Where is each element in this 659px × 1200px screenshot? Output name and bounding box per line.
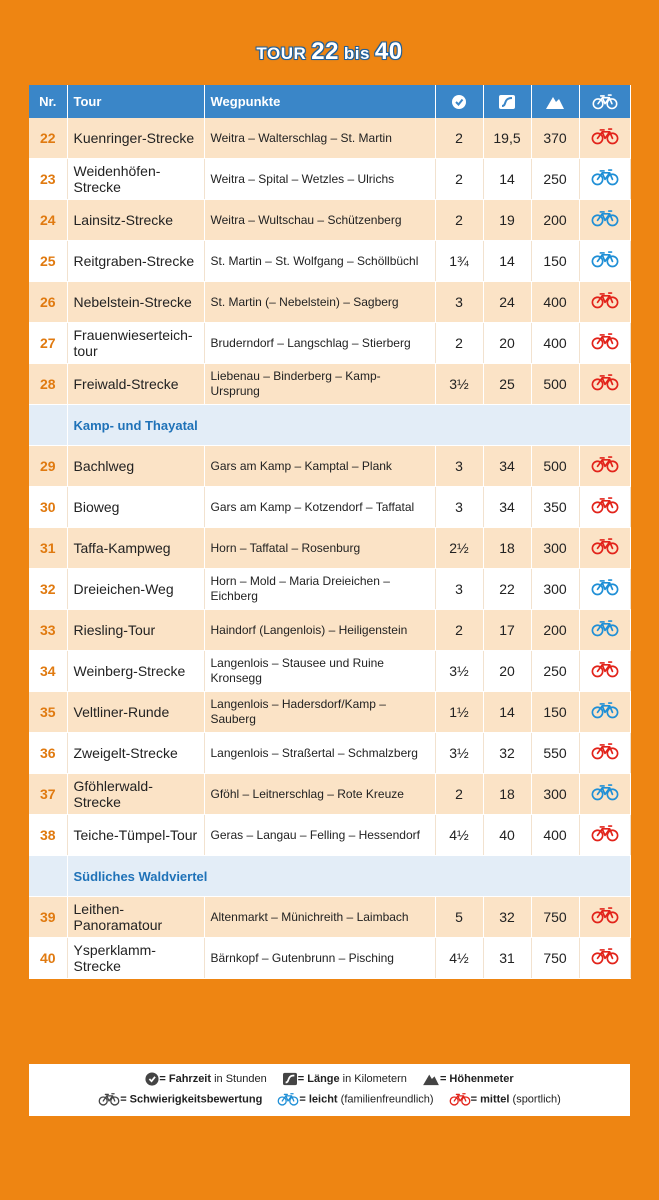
table-row (29, 774, 630, 815)
bike-icon (591, 620, 619, 637)
title-from: 22 (311, 38, 339, 65)
table-row (29, 159, 630, 200)
header-nr: Nr. (29, 85, 67, 118)
tour-time: 3 (435, 282, 483, 323)
table-row (29, 815, 630, 856)
tour-nr: 34 (29, 651, 67, 692)
tour-name: Lainsitz-Strecke (67, 200, 204, 241)
tour-length: 32 (483, 897, 531, 938)
tour-difficulty (579, 774, 630, 815)
tour-nr: 24 (29, 200, 67, 241)
bike-icon (591, 702, 619, 719)
tour-elevation: 300 (531, 774, 579, 815)
tour-difficulty (579, 364, 630, 405)
tour-time: 5 (435, 897, 483, 938)
bike-icon (591, 292, 619, 309)
tour-difficulty (579, 200, 630, 241)
tour-nr: 32 (29, 569, 67, 610)
section-title: Kamp- und Thayatal (67, 405, 630, 446)
section-title: Südliches Waldviertel (67, 856, 630, 897)
bike-icon (591, 784, 619, 801)
header-zeit (435, 85, 483, 118)
tour-nr: 27 (29, 323, 67, 364)
tour-name: Weinberg-Strecke (67, 651, 204, 692)
tour-name: Weidenhöfen-Strecke (67, 159, 204, 200)
bike-icon-red (449, 1093, 471, 1106)
tour-waypoints: Langenlois – Hadersdorf/Kamp – Sauberg (204, 692, 435, 733)
tour-waypoints: Horn – Mold – Maria Dreieichen – Eichberg (204, 569, 435, 610)
tour-name: Zweigelt-Strecke (67, 733, 204, 774)
tour-waypoints: Bruderndorf – Langschlag – Stierberg (204, 323, 435, 364)
tour-time: 2 (435, 159, 483, 200)
tour-time: 2 (435, 774, 483, 815)
tour-time: 2½ (435, 528, 483, 569)
table-row (29, 528, 630, 569)
tour-time: 3½ (435, 733, 483, 774)
distance-icon (498, 94, 516, 110)
legend-mittel: = mittel (sportlich) (449, 1093, 561, 1106)
tour-length: 14 (483, 159, 531, 200)
bike-icon (591, 333, 619, 350)
bike-icon (591, 251, 619, 268)
tour-name: Bachlweg (67, 446, 204, 487)
bike-icon (591, 661, 619, 678)
tour-length: 17 (483, 610, 531, 651)
tour-elevation: 400 (531, 815, 579, 856)
tour-name: Bioweg (67, 487, 204, 528)
tour-waypoints: Weitra – Walterschlag – St. Martin (204, 118, 435, 159)
table-row (29, 569, 630, 610)
table-row (29, 323, 630, 364)
tour-difficulty (579, 487, 630, 528)
tour-nr: 23 (29, 159, 67, 200)
tour-nr: 38 (29, 815, 67, 856)
tour-waypoints: Langenlois – Stausee und Ruine Kronsegg (204, 651, 435, 692)
table-row (29, 241, 630, 282)
tour-elevation: 550 (531, 733, 579, 774)
tour-elevation: 250 (531, 159, 579, 200)
legend-leicht: = leicht (familienfreundlich) (277, 1093, 433, 1106)
tour-difficulty (579, 323, 630, 364)
tour-difficulty (579, 733, 630, 774)
tour-waypoints: St. Martin – St. Wolfgang – Schöllbüchl (204, 241, 435, 282)
tour-time: 3 (435, 569, 483, 610)
bike-icon (591, 825, 619, 842)
tour-waypoints: St. Martin (– Nebelstein) – Sagberg (204, 282, 435, 323)
tour-difficulty (579, 528, 630, 569)
tour-length: 19,5 (483, 118, 531, 159)
table-row (29, 364, 630, 405)
tour-elevation: 400 (531, 323, 579, 364)
bike-icon (591, 374, 619, 391)
tour-name: Frauenwieserteich-tour (67, 323, 204, 364)
tour-difficulty (579, 118, 630, 159)
legend-hoehe: = Höhenmeter (422, 1072, 514, 1086)
tour-difficulty (579, 897, 630, 938)
tour-difficulty (579, 569, 630, 610)
bike-icon (591, 743, 619, 760)
tour-name: Ysperklamm-Strecke (67, 938, 204, 979)
tour-name: Nebelstein-Strecke (67, 282, 204, 323)
table-row (29, 897, 630, 938)
tour-waypoints: Horn – Taffatal – Rosenburg (204, 528, 435, 569)
table-row (29, 692, 630, 733)
tour-length: 14 (483, 692, 531, 733)
tour-waypoints: Gars am Kamp – Kotzendorf – Taffatal (204, 487, 435, 528)
bike-icon (98, 1093, 120, 1106)
tour-elevation: 200 (531, 610, 579, 651)
table-row (29, 651, 630, 692)
tour-time: 2 (435, 610, 483, 651)
tour-nr: 22 (29, 118, 67, 159)
table-row (29, 938, 630, 979)
table-row (29, 118, 630, 159)
tour-length: 18 (483, 528, 531, 569)
tour-name: Teiche-Tümpel-Tour (67, 815, 204, 856)
legend-laenge: = Länge in Kilometern (282, 1072, 407, 1086)
tour-difficulty (579, 651, 630, 692)
section-row (29, 856, 630, 897)
tour-time: 2 (435, 118, 483, 159)
section-spacer (29, 856, 67, 897)
tour-nr: 28 (29, 364, 67, 405)
tour-length: 25 (483, 364, 531, 405)
tour-name: Kuenringer-Strecke (67, 118, 204, 159)
bike-icon-blue (277, 1093, 299, 1106)
tour-waypoints: Geras – Langau – Felling – Hessendorf (204, 815, 435, 856)
bike-icon (591, 169, 619, 186)
tour-waypoints: Langenlois – Straßertal – Schmalzberg (204, 733, 435, 774)
title-to: 40 (374, 38, 403, 65)
title-bis: bis (343, 44, 370, 63)
tour-length: 19 (483, 200, 531, 241)
tour-waypoints: Altenmarkt – Münichreith – Laimbach (204, 897, 435, 938)
header-hoehe (531, 85, 579, 118)
bike-icon (591, 497, 619, 514)
tour-name: Veltliner-Runde (67, 692, 204, 733)
tour-time: 3½ (435, 651, 483, 692)
tour-nr: 25 (29, 241, 67, 282)
tour-nr: 31 (29, 528, 67, 569)
bike-icon (592, 94, 618, 110)
tour-name: Dreieichen-Weg (67, 569, 204, 610)
tour-nr: 35 (29, 692, 67, 733)
tour-name: Reitgraben-Strecke (67, 241, 204, 282)
tour-table (29, 85, 630, 979)
table-row (29, 200, 630, 241)
tour-elevation: 150 (531, 241, 579, 282)
tour-name: Gföhlerwald-Strecke (67, 774, 204, 815)
title-tour: TOUR (256, 44, 307, 63)
tour-length: 32 (483, 733, 531, 774)
section-row (29, 405, 630, 446)
section-spacer (29, 405, 67, 446)
tour-name: Freiwald-Strecke (67, 364, 204, 405)
header-laenge (483, 85, 531, 118)
tour-time: 2 (435, 323, 483, 364)
table-row (29, 610, 630, 651)
tour-length: 14 (483, 241, 531, 282)
tour-nr: 40 (29, 938, 67, 979)
tour-nr: 30 (29, 487, 67, 528)
tour-name: Riesling-Tour (67, 610, 204, 651)
legend (29, 1064, 630, 1116)
tour-time: 1½ (435, 692, 483, 733)
tour-difficulty (579, 815, 630, 856)
bike-icon (591, 948, 619, 965)
header-wegpunkte: Wegpunkte (204, 85, 435, 118)
tour-difficulty (579, 241, 630, 282)
tour-waypoints: Bärnkopf – Gutenbrunn – Pisching (204, 938, 435, 979)
tour-nr: 36 (29, 733, 67, 774)
tour-nr: 33 (29, 610, 67, 651)
tour-waypoints: Weitra – Spital – Wetzles – Ulrichs (204, 159, 435, 200)
tour-elevation: 500 (531, 446, 579, 487)
legend-schwierigkeit: = Schwierigkeitsbewertung (98, 1093, 262, 1106)
tour-name: Leithen-Panoramatour (67, 897, 204, 938)
tour-difficulty (579, 938, 630, 979)
header-tour: Tour (67, 85, 204, 118)
tour-nr: 39 (29, 897, 67, 938)
tour-nr: 37 (29, 774, 67, 815)
bike-icon (591, 456, 619, 473)
tour-elevation: 300 (531, 569, 579, 610)
tour-length: 20 (483, 323, 531, 364)
page-title (0, 38, 659, 66)
tour-length: 18 (483, 774, 531, 815)
tour-nr: 26 (29, 282, 67, 323)
tour-length: 34 (483, 446, 531, 487)
tour-difficulty (579, 610, 630, 651)
tour-time: 1¾ (435, 241, 483, 282)
tour-time: 2 (435, 200, 483, 241)
tour-elevation: 750 (531, 938, 579, 979)
mountain-icon (422, 1072, 440, 1086)
bike-icon (591, 907, 619, 924)
tour-elevation: 500 (531, 364, 579, 405)
table-row (29, 733, 630, 774)
tour-elevation: 400 (531, 282, 579, 323)
tour-time: 3 (435, 487, 483, 528)
tour-elevation: 300 (531, 528, 579, 569)
tour-difficulty (579, 282, 630, 323)
bike-icon (591, 210, 619, 227)
tour-length: 22 (483, 569, 531, 610)
tour-elevation: 350 (531, 487, 579, 528)
tour-difficulty (579, 159, 630, 200)
tour-waypoints: Gars am Kamp – Kamptal – Plank (204, 446, 435, 487)
legend-row-1 (29, 1072, 630, 1086)
table-header (29, 85, 630, 118)
tour-waypoints: Gföhl – Leitnerschlag – Rote Kreuze (204, 774, 435, 815)
table-row (29, 446, 630, 487)
tour-time: 3 (435, 446, 483, 487)
tour-elevation: 200 (531, 200, 579, 241)
bike-icon (591, 128, 619, 145)
tour-elevation: 150 (531, 692, 579, 733)
tour-waypoints: Weitra – Wultschau – Schützenberg (204, 200, 435, 241)
tour-elevation: 370 (531, 118, 579, 159)
tour-elevation: 250 (531, 651, 579, 692)
table-row (29, 487, 630, 528)
bike-icon (591, 538, 619, 555)
tour-waypoints: Liebenau – Binderberg – Kamp-Ursprung (204, 364, 435, 405)
legend-zeit: = Fahrzeit in Stunden (145, 1072, 266, 1086)
tour-time: 4½ (435, 938, 483, 979)
tour-elevation: 750 (531, 897, 579, 938)
tour-time: 4½ (435, 815, 483, 856)
tour-difficulty (579, 446, 630, 487)
header-bike (579, 85, 630, 118)
legend-row-2 (29, 1093, 630, 1106)
tour-length: 34 (483, 487, 531, 528)
tour-length: 31 (483, 938, 531, 979)
clock-icon (451, 94, 467, 110)
table-row (29, 282, 630, 323)
tour-length: 24 (483, 282, 531, 323)
tour-name: Taffa-Kampweg (67, 528, 204, 569)
distance-icon (282, 1072, 298, 1086)
tour-length: 40 (483, 815, 531, 856)
tour-length: 20 (483, 651, 531, 692)
clock-icon (145, 1072, 159, 1086)
tour-time: 3½ (435, 364, 483, 405)
bike-icon (591, 579, 619, 596)
tour-nr: 29 (29, 446, 67, 487)
tour-waypoints: Haindorf (Langenlois) – Heiligenstein (204, 610, 435, 651)
mountain-icon (545, 94, 565, 110)
tour-difficulty (579, 692, 630, 733)
